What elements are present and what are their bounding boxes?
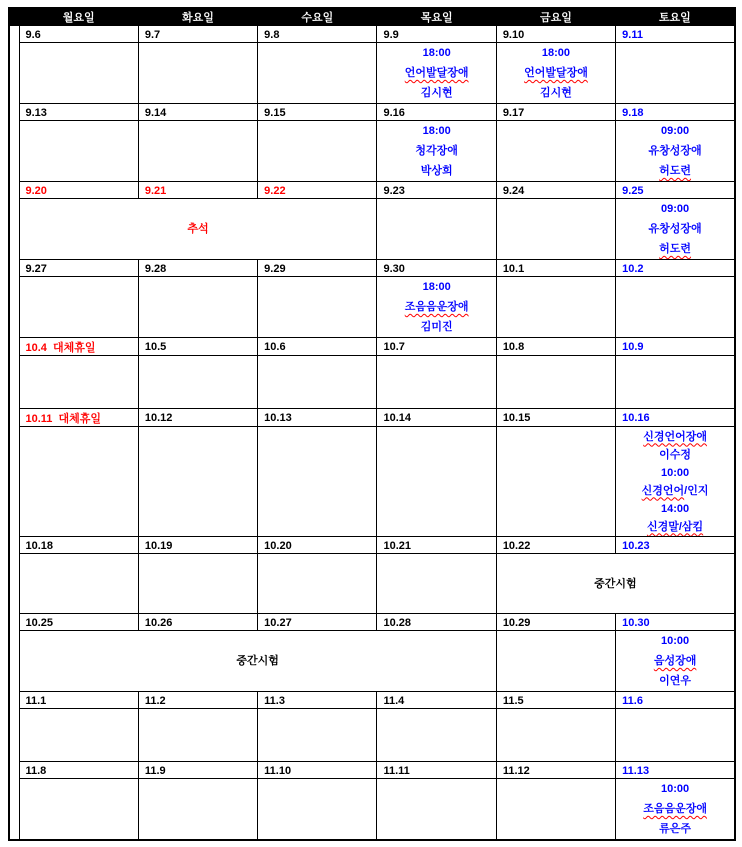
date-cell: 10.29 [496, 614, 615, 631]
event-line [377, 277, 495, 297]
event-text: 18:00 [422, 125, 451, 137]
week-date-row [9, 762, 735, 779]
week-event-row [9, 631, 735, 692]
event-text: 중간시험 [236, 655, 279, 667]
date-cell: 9.8 [258, 26, 377, 43]
event-line [377, 161, 495, 181]
weekday-header: 수요일 [258, 8, 377, 26]
date-cell: 9.27 [19, 260, 138, 277]
event-line [616, 446, 734, 464]
event-line [497, 63, 615, 83]
event-line [616, 199, 734, 219]
gutter-cell [9, 427, 19, 537]
gutter-cell [9, 338, 19, 356]
empty-event-cell [138, 121, 257, 182]
gutter-cell [9, 709, 19, 762]
date-cell: 9.23 [377, 182, 496, 199]
event-cell [496, 554, 735, 614]
date-cell: 10.1 [496, 260, 615, 277]
date-cell: 9.30 [377, 260, 496, 277]
empty-event-cell [258, 554, 377, 614]
event-line [616, 651, 734, 671]
event-cell [616, 631, 735, 692]
date-cell: 9.25 [616, 182, 735, 199]
event-line [616, 671, 734, 691]
gutter-cell [9, 104, 19, 121]
date-cell: 10.30 [616, 614, 735, 631]
empty-event-cell [138, 356, 257, 409]
empty-event-cell [496, 199, 615, 260]
date-cell: 10.2 [616, 260, 735, 277]
event-cell [19, 199, 377, 260]
event-text-misspelled: 신경말/삼킴 [646, 520, 704, 533]
week-date-row [9, 182, 735, 199]
event-line [377, 43, 495, 63]
date-cell: 10.19 [138, 537, 257, 554]
weekday-header: 월요일 [19, 8, 138, 26]
empty-event-cell [258, 427, 377, 537]
event-cell [377, 277, 496, 338]
date-cell: 10.16 [616, 409, 735, 427]
week-date-row [9, 104, 735, 121]
event-text-misspelled: 언어발달장애 [404, 67, 469, 79]
weekday-header: 목요일 [377, 8, 496, 26]
schedule-calendar-table [8, 7, 736, 841]
event-text: /인지 [684, 484, 709, 497]
event-line [616, 500, 734, 518]
empty-event-cell [377, 709, 496, 762]
empty-event-cell [496, 356, 615, 409]
date-cell: 10.27 [258, 614, 377, 631]
empty-event-cell [258, 43, 377, 104]
event-cell [19, 631, 496, 692]
event-cell [616, 121, 735, 182]
gutter-cell [9, 277, 19, 338]
date-cell: 9.17 [496, 104, 615, 121]
week-event-row [9, 779, 735, 841]
empty-event-cell [377, 779, 496, 841]
gutter-cell [9, 182, 19, 199]
week-date-row [9, 614, 735, 631]
event-text: 유창성장애 [648, 223, 702, 235]
date-cell: 11.1 [19, 692, 138, 709]
event-text-misspelled: 허도련 [659, 243, 692, 255]
week-event-row [9, 554, 735, 614]
empty-event-cell [616, 277, 735, 338]
event-line [616, 428, 734, 446]
gutter-cell [9, 692, 19, 709]
event-text-misspelled: 언어발달장애 [524, 67, 588, 79]
week-date-row [9, 260, 735, 277]
event-line [616, 239, 734, 259]
gutter-cell [9, 762, 19, 779]
event-text: 유창성장애 [648, 145, 702, 157]
event-line [20, 651, 496, 671]
gutter-cell [9, 26, 19, 43]
event-text: 김시현 [420, 87, 453, 99]
gutter-cell [9, 260, 19, 277]
weekday-header: 화요일 [138, 8, 257, 26]
empty-event-cell [496, 779, 615, 841]
empty-event-cell [496, 427, 615, 537]
empty-event-cell [616, 43, 735, 104]
event-text: 이연우 [659, 675, 692, 687]
gutter-cell [9, 121, 19, 182]
empty-event-cell [19, 779, 138, 841]
event-line [377, 63, 495, 83]
empty-event-cell [19, 709, 138, 762]
event-line [377, 141, 495, 161]
week-date-row [9, 338, 735, 356]
event-text: 김시현 [540, 87, 572, 99]
empty-event-cell [496, 121, 615, 182]
event-line [377, 317, 495, 337]
empty-event-cell [496, 709, 615, 762]
date-cell: 9.7 [138, 26, 257, 43]
weekday-header: 금요일 [496, 8, 615, 26]
holiday-date-cell: 10.4 대체휴일 [19, 338, 138, 356]
week-date-row [9, 692, 735, 709]
event-cell [377, 121, 496, 182]
event-line [616, 819, 734, 839]
empty-event-cell [377, 554, 496, 614]
date-cell: 9.28 [138, 260, 257, 277]
gutter-cell [9, 779, 19, 841]
date-cell: 11.13 [616, 762, 735, 779]
event-text: 18:00 [422, 47, 451, 59]
date-cell: 10.20 [258, 537, 377, 554]
empty-event-cell [258, 779, 377, 841]
gutter-cell [9, 409, 19, 427]
week-event-row [9, 199, 735, 260]
week-event-row [9, 121, 735, 182]
event-cell [616, 779, 735, 841]
empty-event-cell [19, 43, 138, 104]
empty-event-cell [19, 356, 138, 409]
date-cell: 10.15 [496, 409, 615, 427]
date-cell: 10.9 [616, 338, 735, 356]
date-cell: 11.4 [377, 692, 496, 709]
date-cell: 11.2 [138, 692, 257, 709]
date-cell: 10.13 [258, 409, 377, 427]
event-line [616, 631, 734, 651]
event-line [616, 161, 734, 181]
event-line [377, 297, 495, 317]
week-date-row [9, 26, 735, 43]
date-cell: 11.12 [496, 762, 615, 779]
date-cell: 10.5 [138, 338, 257, 356]
empty-event-cell [377, 356, 496, 409]
event-text-misspelled: 음성장애 [653, 655, 697, 667]
event-text: 14:00 [661, 502, 690, 515]
date-cell: 10.25 [19, 614, 138, 631]
event-line [616, 219, 734, 239]
gutter-cell [9, 356, 19, 409]
empty-event-cell [496, 631, 615, 692]
event-cell [616, 199, 735, 260]
holiday-date-cell: 9.22 [258, 182, 377, 199]
date-cell: 9.11 [616, 26, 735, 43]
empty-event-cell [616, 709, 735, 762]
empty-event-cell [258, 277, 377, 338]
date-cell: 9.18 [616, 104, 735, 121]
empty-event-cell [258, 121, 377, 182]
event-line [616, 141, 734, 161]
event-text-misspelled: 신경언어장애 [643, 430, 707, 443]
week-event-row [9, 277, 735, 338]
empty-event-cell [258, 356, 377, 409]
date-cell: 9.24 [496, 182, 615, 199]
date-cell: 9.16 [377, 104, 496, 121]
event-cell [616, 427, 735, 537]
date-cell: 10.28 [377, 614, 496, 631]
event-line [497, 43, 615, 63]
date-cell: 9.13 [19, 104, 138, 121]
event-line [497, 574, 734, 594]
event-text: 중간시험 [594, 577, 637, 590]
header-gutter-cell [9, 8, 19, 26]
date-cell: 10.7 [377, 338, 496, 356]
event-text: 18:00 [422, 281, 451, 293]
holiday-date-cell: 10.11 대체휴일 [19, 409, 138, 427]
event-text: 청각장애 [415, 145, 458, 157]
date-cell: 10.8 [496, 338, 615, 356]
event-text: 10:00 [661, 466, 690, 479]
gutter-cell [9, 43, 19, 104]
week-event-row [9, 709, 735, 762]
date-cell: 10.23 [616, 537, 735, 554]
week-event-row [9, 356, 735, 409]
event-text: 김미진 [420, 321, 453, 333]
date-cell: 10.22 [496, 537, 615, 554]
empty-event-cell [138, 554, 257, 614]
event-cell [496, 43, 615, 104]
date-cell: 9.10 [496, 26, 615, 43]
date-cell: 9.6 [19, 26, 138, 43]
date-cell: 9.29 [258, 260, 377, 277]
event-text: 18:00 [541, 47, 571, 59]
date-cell: 9.15 [258, 104, 377, 121]
event-text-misspelled: 조음음운장애 [643, 803, 707, 815]
empty-event-cell [258, 709, 377, 762]
event-text-misspelled: 조음음운장애 [404, 301, 469, 313]
date-cell: 10.14 [377, 409, 496, 427]
event-line [377, 121, 495, 141]
weekday-header: 토요일 [616, 8, 735, 26]
empty-event-cell [19, 277, 138, 338]
event-text: 박상희 [420, 165, 453, 177]
date-cell: 11.5 [496, 692, 615, 709]
date-cell: 10.26 [138, 614, 257, 631]
event-text: 10:00 [661, 783, 690, 795]
date-cell: 9.9 [377, 26, 496, 43]
week-event-row [9, 43, 735, 104]
event-line [377, 83, 495, 103]
event-text: 10:00 [661, 635, 690, 647]
date-cell: 11.3 [258, 692, 377, 709]
week-date-row [9, 537, 735, 554]
date-cell: 11.11 [377, 762, 496, 779]
gutter-cell [9, 554, 19, 614]
week-date-row [9, 409, 735, 427]
event-text-misspelled: 허도련 [659, 165, 692, 177]
empty-event-cell [19, 121, 138, 182]
event-text: 09:00 [661, 203, 690, 215]
empty-event-cell [138, 277, 257, 338]
gutter-cell [9, 631, 19, 692]
event-text: 추석 [187, 223, 209, 235]
empty-event-cell [496, 277, 615, 338]
event-line [20, 219, 377, 239]
date-cell: 9.14 [138, 104, 257, 121]
empty-event-cell [377, 199, 496, 260]
event-line [616, 464, 734, 482]
date-cell: 11.9 [138, 762, 257, 779]
date-cell: 10.12 [138, 409, 257, 427]
empty-event-cell [138, 779, 257, 841]
empty-event-cell [138, 427, 257, 537]
event-text: 이수정 [659, 448, 692, 461]
event-text: 류은주 [659, 823, 692, 835]
week-event-row [9, 427, 735, 537]
event-line [616, 779, 734, 799]
empty-event-cell [377, 427, 496, 537]
holiday-date-cell: 9.20 [19, 182, 138, 199]
date-cell: 11.8 [19, 762, 138, 779]
date-cell: 10.18 [19, 537, 138, 554]
empty-event-cell [616, 356, 735, 409]
event-text: 09:00 [661, 125, 690, 137]
date-cell: 10.6 [258, 338, 377, 356]
empty-event-cell [138, 43, 257, 104]
event-line [616, 121, 734, 141]
event-cell [377, 43, 496, 104]
date-cell: 11.6 [616, 692, 735, 709]
event-text-misspelled: 신경언어 [641, 484, 685, 497]
event-line [616, 482, 734, 500]
gutter-cell [9, 199, 19, 260]
event-line [497, 83, 615, 103]
holiday-date-cell: 9.21 [138, 182, 257, 199]
date-cell: 11.10 [258, 762, 377, 779]
gutter-cell [9, 537, 19, 554]
gutter-cell [9, 614, 19, 631]
empty-event-cell [138, 709, 257, 762]
event-line [616, 799, 734, 819]
event-line [616, 518, 734, 536]
empty-event-cell [19, 554, 138, 614]
weekday-header-row [9, 8, 735, 26]
date-cell: 10.21 [377, 537, 496, 554]
empty-event-cell [19, 427, 138, 537]
